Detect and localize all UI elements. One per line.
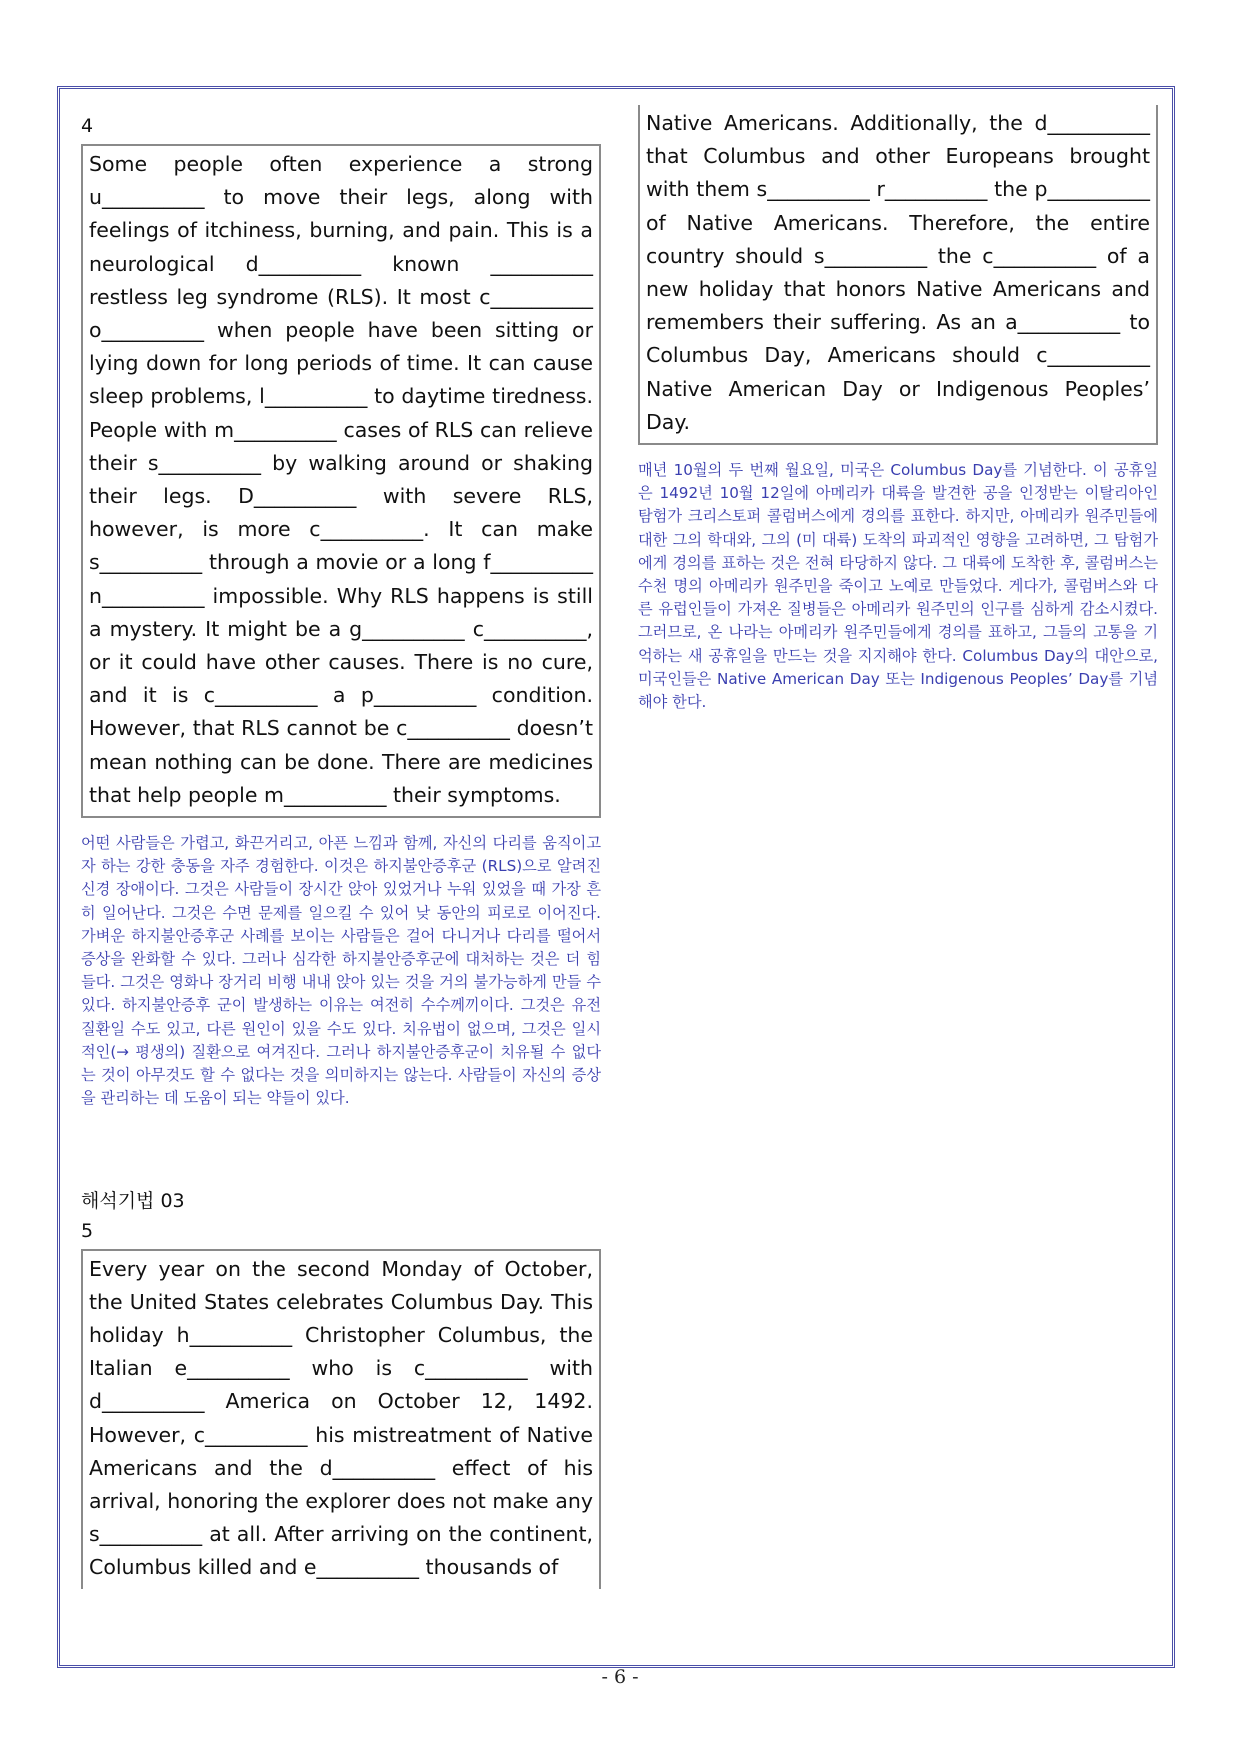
blank-field[interactable]: s__________ [147, 450, 262, 475]
blank-field[interactable]: c__________ [413, 1356, 528, 1381]
passage-text: the [927, 243, 983, 268]
passage-text: Native Americans. Additionally, the [646, 111, 1035, 135]
question-5-translation: 매년 10월의 두 번째 월요일, 미국은 Columbus Day를 기념한다. 이 공휴일은 1492년 10월 12일에 아메리카 대륙을 발견한 공을 인정받는 이탈리아인 탐험가 크리스토퍼 콜럼버스에게 경의를 표한다. 하지만, 아메리카 원주민들에 대한 그의 학대와, 그의 (미 대륙) 도착의 파괴적인 영향을 고려하면, 그 탐험가에게 경의를 표하는 것은 전혀 타당하지 않다. 그 대륙에 도착한 후, 콜럼버스는 수천 명의 아메리카 원주민을 죽이고 노예로 만들었다. 게다가, 콜럼버스와 다른 유럽인들이 가져온 질병들은 아메리카 원주민의 인구를 심하게 감소시켰다. 그러므로, 온 나라는 아메리카 원주민들에게 경의를 표하고, 그들의 고통을 기억하는 새 공휴일을 만드는 것을 지지해야 한다. Columbus Day의 대안으로, 미국인들은 Native American Day 또는 Indigenous Peoples’ Day를 기념해야 한다. [638, 461, 1158, 712]
blank-field[interactable]: e__________ [303, 1555, 420, 1580]
question-5-passage-part-2 [638, 105, 1158, 445]
blank-field[interactable]: c__________ [396, 716, 510, 741]
blank-field[interactable]: r__________ [876, 177, 988, 202]
left-column [81, 114, 601, 1589]
page-number: - 6 - [601, 1666, 639, 1688]
blank-field[interactable]: d__________ [89, 1389, 205, 1414]
passage-text: through a movie or a long [202, 550, 484, 575]
passage-text: his mistreatment of Native Americans and the [89, 1422, 593, 1480]
passage-text: the [987, 177, 1035, 202]
passage-text: to move their legs, along with feelings of itchiness, burning, and pain. This is a neurological [89, 185, 593, 276]
passage-text: America on October 12, 1492. However, [89, 1389, 593, 1447]
blank-field[interactable]: g__________ [349, 616, 465, 641]
passage-text: their symptoms. [386, 782, 561, 807]
blank-field[interactable]: f__________ [483, 550, 593, 575]
blank-field[interactable]: d__________ [245, 251, 362, 276]
passage-text: doesn’t mean nothing can be done. There are medicines that help people [89, 716, 593, 807]
passage-text: condition. However, that RLS cannot be [89, 683, 593, 741]
passage-text: Some people often experience a strong [89, 152, 593, 176]
blank-field[interactable]: p__________ [360, 683, 477, 708]
blank-field[interactable]: p__________ [1034, 177, 1150, 202]
blank-field[interactable]: s__________ [756, 177, 870, 202]
passage-text: a [317, 683, 361, 708]
passage-text: , or it could have other causes. There is no cure, and it is [89, 616, 593, 708]
blank-field[interactable]: m__________ [214, 417, 337, 442]
passage-text: by walking around or shaking their legs. [89, 450, 593, 509]
blank-field[interactable]: n__________ [89, 583, 205, 608]
passage-text: cases of RLS can relieve their [89, 417, 593, 475]
passage-text: of Native Americans. Therefore, the entire country should [646, 210, 1150, 268]
question-5-number: 5 [81, 1219, 94, 1242]
passage-text: Christopher Columbus, the Italian [89, 1322, 593, 1381]
blank-field[interactable]: c__________ [1036, 343, 1150, 368]
passage-text [465, 617, 473, 641]
blank-field[interactable]: u__________ [89, 185, 205, 210]
question-4-number: 4 [81, 115, 94, 137]
passage-text: thousands of [419, 1555, 559, 1580]
passage-text: known [361, 251, 491, 276]
passage-text: with [527, 1356, 594, 1381]
passage-text: . It can make [423, 517, 593, 542]
blank-field[interactable]: c__________ [309, 517, 424, 542]
right-column [638, 111, 1158, 714]
blank-field[interactable]: s__________ [89, 1522, 203, 1547]
blank-field[interactable]: o__________ [89, 318, 205, 343]
blank-field[interactable]: c__________ [982, 243, 1097, 268]
passage-text: Native American Day or Indigenous Peoples’ Day. [646, 376, 1150, 434]
passage-text: to Columbus Day, Americans should [646, 310, 1150, 368]
blank-field[interactable]: c__________ [472, 616, 587, 641]
passage-text: with severe RLS, however, is more [89, 484, 593, 542]
passage-text: of a new holiday that honors Native Americans and remembers their suffering. As an [646, 243, 1150, 335]
blank-field[interactable]: s__________ [813, 243, 928, 268]
passage-text: Every year on the second Monday of October, the United States celebrates Columbus Day. This holiday [89, 1256, 593, 1347]
passage-text: at all. After arriving on the continent, Columbus killed and [89, 1522, 593, 1580]
blank-field[interactable]: a__________ [1005, 310, 1121, 335]
section-label: 해석기법 03 [81, 1189, 185, 1212]
blank-field[interactable]: e__________ [174, 1356, 290, 1381]
passage-text: that Columbus and other Europeans brought with them [646, 144, 1150, 202]
blank-field[interactable]: l__________ [259, 384, 368, 409]
passage-text: when people have been sitting or lying down for long periods of time. It can cause sleep problems, [89, 318, 593, 409]
blank-field[interactable]: D__________ [238, 484, 357, 509]
blank-field[interactable]: s__________ [89, 550, 203, 575]
blank-field[interactable]: d__________ [319, 1455, 436, 1480]
blank-field[interactable]: c__________ [203, 683, 318, 708]
passage-text: restless leg syndrome (RLS). It most [89, 284, 480, 309]
question-5-passage-part-1 [81, 1249, 601, 1589]
blank-field[interactable]: c__________ [479, 284, 593, 309]
passage-text: impossible. Why RLS happens is still a mystery. It might be a [89, 583, 593, 641]
passage-text: who is [289, 1356, 414, 1381]
question-4-passage [81, 144, 601, 818]
question-4-translation: 어떤 사람들은 가렵고, 화끈거리고, 아픈 느낌과 함께, 자신의 다리를 움직이고자 하는 강한 충동을 자주 경험한다. 이것은 하지불안증후군 (RLS)으로 알려진 신경 장애이다. 그것은 사람들이 장시간 앉아 있었거나 누워 있었을 때 가장 흔히 일어난다. 그것은 수면 문제를 일으킬 수 있어 낮 동안의 피로로 이어진다. 가벼운 하지불안증후군 사례를 보이는 사람들은 걸어 다니거나 다리를 떨어서 증상을 완화할 수 있다. 그러나 심각한 하지불안증후군에 대처하는 것은 더 힘들다. 그것은 영화나 장거리 비행 내내 앉아 있는 것을 거의 불가능하게 만들 수 있다. 하지불안증후 군이 발생하는 이유는 여전히 수수께끼이다. 그것은 유전 질환일 수도 있고, 다른 원인이 있을 수도 있다. 치유법이 없으며, 그것은 일시적인(→ 평생의) 질환으로 여겨진다. 그러나 하지불안증후군이 치유될 수 없다는 것이 아무것도 할 수 없다는 것을 의미하지는 않는다. 사람들이 자신의 증상을 관리하는 데 도움이 되는 약들이 있다. [81, 834, 601, 1108]
blank-field[interactable]: __________ [490, 251, 594, 276]
blank-field[interactable]: h__________ [176, 1322, 293, 1347]
blank-field[interactable]: m__________ [263, 782, 387, 807]
blank-field[interactable]: d__________ [1034, 111, 1150, 135]
blank-field[interactable]: c__________ [193, 1422, 308, 1447]
passage-text: effect of his arrival, honoring the explorer does not make any [89, 1455, 593, 1513]
passage-text: to daytime tiredness. People with [89, 384, 593, 442]
